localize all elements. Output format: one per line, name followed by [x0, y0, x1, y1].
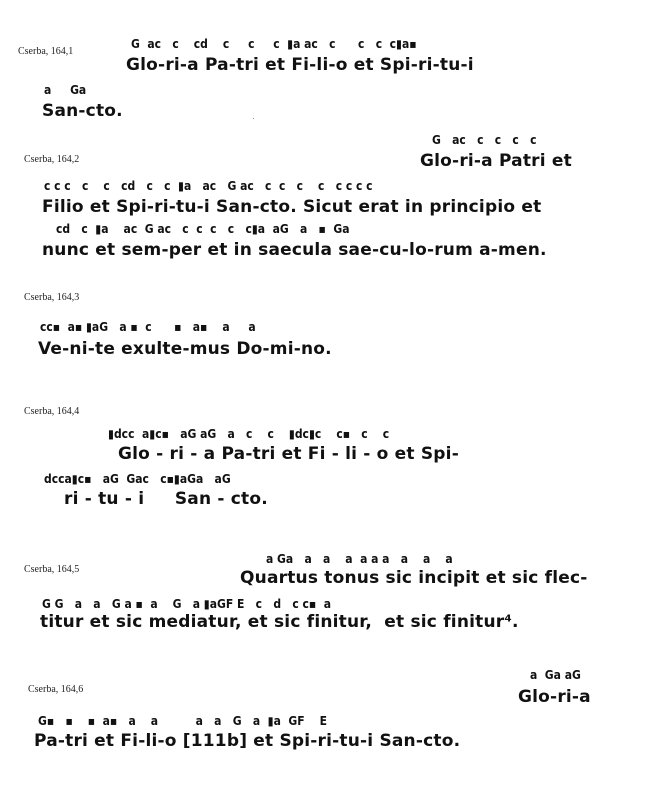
lyric-line: Glo-ri-a Pa-tri et Fi-li-o et Spi-ri-tu-i — [126, 55, 474, 75]
lyric-line: titur et sic mediatur, et sic finitur, et sic finitur⁴. — [40, 612, 519, 632]
neume-line: c c c c c cd c c ▮a ac G ac c c c c c c c c — [44, 179, 373, 193]
neume-line: dcca▮c▪ aG Gac c▪▮aGa aG — [44, 472, 231, 486]
lyric-line: Glo-ri-a Patri et — [420, 151, 572, 171]
section-label-2: Cserba, 164,2 — [24, 154, 80, 165]
lyric-line: Quartus tonus sic incipit et sic flec- — [240, 568, 588, 588]
neume-line: G ac c c c c — [432, 133, 537, 147]
neume-line: ▮dcc a▮c▪ aG aG a c c ▮dc▮c c▪ c c — [108, 427, 390, 441]
neume-line: G G a a G a ▪ a G a ▮aGF E c d c c▪ a — [42, 597, 331, 611]
neume-line: G▪ ▪ ▪ a▪ a a a a G a ▮a GF E — [38, 714, 328, 728]
lyric-line: Glo-ri-a — [518, 687, 591, 707]
lyric-line: Filio et Spi-ri-tu-i San-cto. Sicut erat in principio et — [42, 197, 542, 217]
section-label-6: Cserba, 164,6 — [28, 684, 84, 695]
lyric-line: San-cto. — [42, 101, 123, 121]
lyric-line: Glo - ri - a Pa-tri et Fi - li - o et Spi- — [118, 444, 459, 464]
neume-line: a Ga a a a a a a a a a — [266, 552, 453, 566]
lyric-line: ri - tu - i San - cto. — [64, 489, 268, 509]
neume-line: a Ga aG — [530, 668, 581, 682]
lyric-line: Ve-ni-te exulte-mus Do-mi-no. — [38, 339, 332, 359]
section-label-3: Cserba, 164,3 — [24, 292, 80, 303]
neume-line: a Ga — [44, 83, 87, 97]
section-label-1: Cserba, 164,1 — [18, 46, 74, 57]
lyric-line: nunc et sem-per et in saecula sae-cu-lo-rum a-men. — [42, 240, 547, 260]
neume-line: G ac c cd c c c ▮a ac c c c c▮a▪ — [131, 37, 417, 51]
section-label-4: Cserba, 164,4 — [24, 406, 80, 417]
section-label-5: Cserba, 164,5 — [24, 564, 80, 575]
lyric-line: Pa-tri et Fi-li-o [111b] et Spi-ri-tu-i San-cto. — [34, 731, 461, 751]
neume-line: cd c ▮a ac G ac c c c c c▮a aG a ▪ Ga — [56, 222, 350, 236]
scan-speck — [253, 118, 254, 119]
neume-line: cc▪ a▪ ▮aG a ▪ c ▪ a▪ a a — [40, 320, 256, 334]
